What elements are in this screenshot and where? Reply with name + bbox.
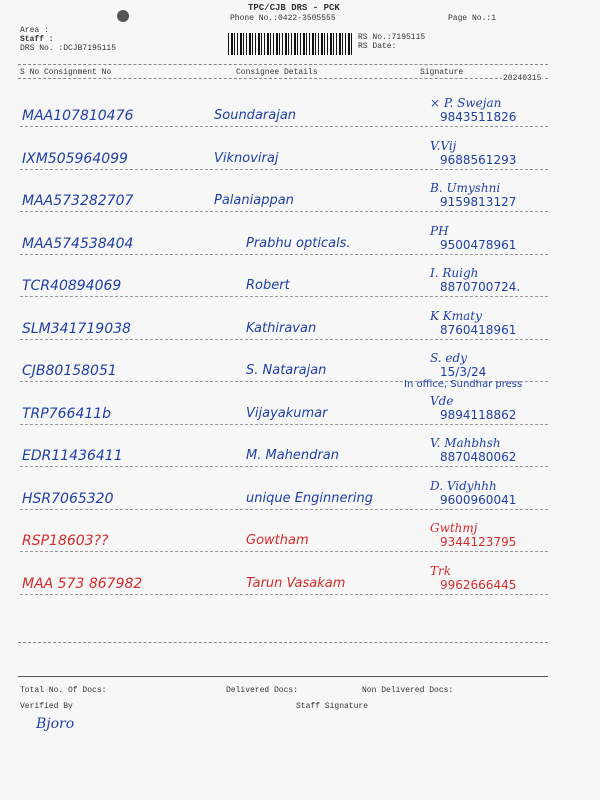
consignment-number: EDR11436411	[22, 448, 123, 464]
recipient-phone: 8870700724.	[440, 280, 521, 294]
consignment-number: SLM341719038	[22, 321, 131, 337]
column-signature: Signature	[420, 68, 464, 77]
consignment-number: TCR40894069	[22, 278, 122, 294]
verified-by-label: Verified By	[20, 702, 73, 711]
recipient-phone: 9159813127	[440, 195, 517, 209]
date-stamp: 20240315	[503, 74, 542, 83]
verifier-signature: Bjoro	[36, 716, 75, 732]
recipient-phone: 9843511826	[440, 110, 517, 124]
consignee-name: Soundarajan	[214, 108, 297, 123]
area-label: Area :	[20, 26, 49, 35]
recipient-phone: 9962666445	[440, 578, 517, 592]
recipient-phone: 8760418961	[440, 323, 517, 337]
row-rule	[20, 296, 548, 297]
barcode	[228, 33, 354, 55]
recipient-signature: Trk	[430, 564, 452, 578]
delivered-docs-label: Delivered Docs:	[226, 686, 299, 695]
page-number: Page No.:1	[448, 14, 497, 23]
consignment-number: MAA573282707	[22, 193, 134, 209]
consignee-name: Tarun Vasakam	[246, 576, 346, 591]
rs-date: RS Date:	[358, 42, 397, 51]
row-rule	[20, 126, 548, 127]
recipient-signature: K Kmaty	[430, 309, 482, 323]
consignee-name: unique Enginnering	[246, 491, 373, 506]
column-sno-consignment: S No Consignment No	[20, 68, 112, 77]
consignment-number: TRP766411b	[22, 406, 112, 422]
consignment-number: MAA574538404	[22, 236, 134, 252]
consignee-name: Gowtham	[246, 533, 309, 548]
recipient-signature: PH	[430, 224, 449, 238]
staff-signature-label: Staff Signature	[296, 702, 369, 711]
recipient-phone: 9600960041	[440, 493, 517, 507]
punch-hole-mark	[117, 10, 129, 22]
row-rule	[20, 466, 548, 467]
recipient-signature: V.Vij	[430, 139, 457, 153]
footer-divider-top	[18, 642, 548, 643]
recipient-phone: 9500478961	[440, 238, 517, 252]
recipient-signature: D. Vidyhhh	[430, 479, 497, 493]
recipient-phone: 9894118862	[440, 408, 517, 422]
recipient-phone: 8870480062	[440, 450, 517, 464]
recipient-phone: 15/3/24	[440, 365, 487, 379]
column-consignee: Consignee Details	[236, 68, 318, 77]
row-rule	[20, 339, 548, 340]
delivery-note: In office, Sundhar press	[404, 379, 523, 390]
drs-number: DRS No. :DCJB7195115	[20, 44, 117, 53]
recipient-signature: S. edy	[430, 351, 467, 365]
staff-label: Staff :	[20, 35, 54, 44]
consignment-number: RSP18603??	[22, 533, 109, 549]
row-rule	[20, 169, 548, 170]
consignment-number: MAA 573 867982	[22, 576, 143, 592]
consignee-name: Viknoviraj	[214, 151, 279, 166]
recipient-phone: 9344123795	[440, 535, 517, 549]
consignee-name: Palaniappan	[214, 193, 294, 208]
row-rule	[20, 594, 548, 595]
consignment-number: IXM505964099	[22, 151, 128, 167]
column-divider	[18, 78, 548, 79]
consignment-number: HSR7065320	[22, 491, 114, 507]
row-rule	[20, 424, 548, 425]
consignee-name: Robert	[246, 278, 290, 293]
consignee-name: Prabhu opticals.	[246, 236, 351, 251]
recipient-signature: I. Ruigh	[430, 266, 479, 280]
document-title: TPC/CJB DRS - PCK	[248, 3, 340, 13]
total-docs-label: Total No. Of Docs:	[20, 686, 107, 695]
row-rule	[20, 509, 548, 510]
recipient-signature: Vde	[430, 394, 454, 408]
rs-number: RS No.:7195115	[358, 33, 426, 42]
consignee-name: M. Mahendran	[246, 448, 339, 463]
consignee-name: Kathiravan	[246, 321, 317, 336]
recipient-signature: B. Umyshni	[430, 181, 501, 195]
consignment-number: CJB80158051	[22, 363, 117, 379]
recipient-phone: 9688561293	[440, 153, 517, 167]
recipient-signature: × P. Swejan	[430, 96, 502, 110]
non-delivered-docs-label: Non Delivered Docs:	[362, 686, 454, 695]
consignee-name: S. Natarajan	[246, 363, 327, 378]
consignee-name: Vijayakumar	[246, 406, 328, 421]
header-divider	[18, 64, 548, 65]
row-rule	[20, 211, 548, 212]
recipient-signature: V. Mahbhsh	[430, 436, 501, 450]
recipient-signature: Gwthmj	[430, 521, 478, 535]
row-rule	[20, 254, 548, 255]
footer-divider-solid	[18, 676, 548, 677]
row-rule	[20, 551, 548, 552]
phone-number: Phone No.:0422-3505555	[230, 14, 336, 23]
consignment-number: MAA107810476	[22, 108, 134, 124]
